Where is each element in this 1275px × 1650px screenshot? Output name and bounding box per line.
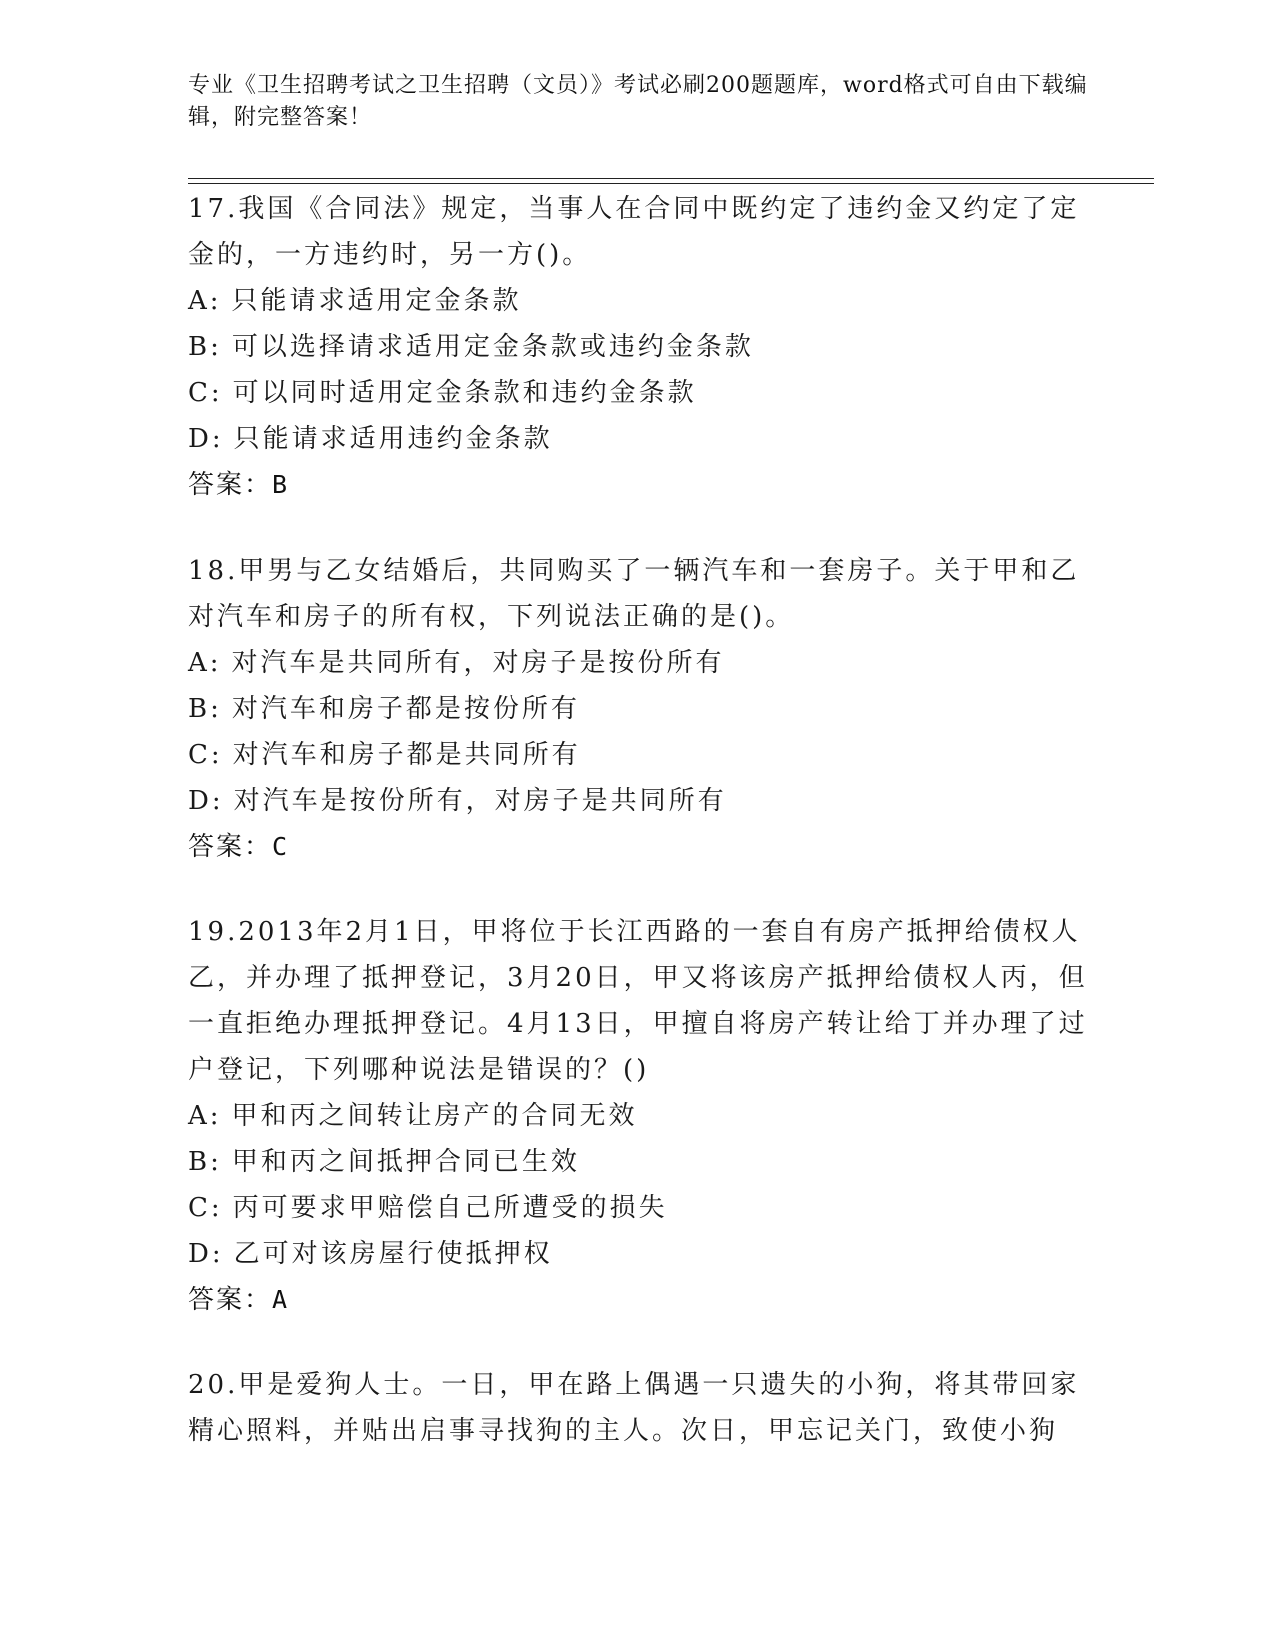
option-key: B: (188, 1147, 222, 1177)
answer-value: C (272, 832, 290, 861)
question-stem: 17.我国《合同法》规定，当事人在合同中既约定了违约金又约定了定金的，一方违约时，另一方()。 (188, 194, 1080, 270)
option-key: D: (188, 786, 224, 816)
option-text: 乙可对该房屋行使抵押权 (233, 1239, 553, 1269)
option-text: 对汽车和房子都是按份所有 (231, 694, 580, 724)
answer-line (188, 824, 1088, 870)
option-key: D: (188, 424, 224, 454)
option-text: 甲和丙之间转让房产的合同无效 (231, 1101, 638, 1131)
header-rule-top (188, 178, 1154, 179)
option-c (188, 732, 1088, 778)
option-c (188, 370, 1088, 416)
option-key: A: (188, 286, 222, 316)
question-18 (188, 548, 1088, 870)
question-19 (188, 909, 1088, 1323)
question-20 (188, 1362, 1088, 1454)
option-d (188, 416, 1088, 462)
option-text: 丙可要求甲赔偿自己所遭受的损失 (232, 1193, 668, 1223)
header-rule-bottom (188, 183, 1154, 184)
option-key: A: (188, 1101, 222, 1131)
question-17 (188, 186, 1088, 508)
option-key: D: (188, 1239, 224, 1269)
option-b (188, 324, 1088, 370)
option-a (188, 278, 1088, 324)
option-key: A: (188, 648, 222, 678)
option-key: C: (188, 740, 223, 770)
answer-value: B (272, 470, 290, 499)
option-a (188, 640, 1088, 686)
answer-label: 答案： (188, 470, 273, 500)
answer-label: 答案： (188, 832, 273, 862)
option-d (188, 1231, 1088, 1277)
option-a (188, 1093, 1088, 1139)
document-header: 专业《卫生招聘考试之卫生招聘（文员）》考试必刷200题题库，word格式可自由下载编辑，附完整答案！ (188, 73, 1088, 130)
answer-value: A (272, 1285, 290, 1314)
option-b (188, 1139, 1088, 1185)
question-stem: 18.甲男与乙女结婚后，共同购买了一辆汽车和一套房子。关于甲和乙对汽车和房子的所有权，下列说法正确的是()。 (188, 556, 1080, 632)
option-text: 甲和丙之间抵押合同已生效 (231, 1147, 580, 1177)
answer-line (188, 462, 1088, 508)
option-text: 对汽车是按份所有，对房子是共同所有 (233, 786, 727, 816)
option-c (188, 1185, 1088, 1231)
option-key: B: (188, 332, 222, 362)
option-d (188, 778, 1088, 824)
question-stem: 19.2013年2月1日，甲将位于长江西路的一套自有房产抵押给债权人乙，并办理了抵押登记，3月20日，甲又将该房产抵押给债权人丙，但一直拒绝办理抵押登记。4月13日，甲擅自将房产转让给丁并办理了过户登记，下列哪种说法是错误的？() (188, 917, 1088, 1085)
option-text: 可以同时适用定金条款和违约金条款 (232, 378, 697, 408)
option-key: C: (188, 1193, 223, 1223)
option-key: B: (188, 694, 222, 724)
option-text: 只能请求适用违约金条款 (233, 424, 553, 454)
question-stem: 20.甲是爱狗人士。一日，甲在路上偶遇一只遗失的小狗，将其带回家精心照料，并贴出启事寻找狗的主人。次日，甲忘记关门，致使小狗 (188, 1370, 1080, 1446)
option-text: 只能请求适用定金条款 (231, 286, 522, 316)
option-text: 可以选择请求适用定金条款或违约金条款 (231, 332, 754, 362)
answer-line (188, 1277, 1088, 1323)
answer-label: 答案： (188, 1285, 273, 1315)
option-key: C: (188, 378, 223, 408)
option-text: 对汽车是共同所有，对房子是按份所有 (231, 648, 725, 678)
option-b (188, 686, 1088, 732)
option-text: 对汽车和房子都是共同所有 (232, 740, 581, 770)
